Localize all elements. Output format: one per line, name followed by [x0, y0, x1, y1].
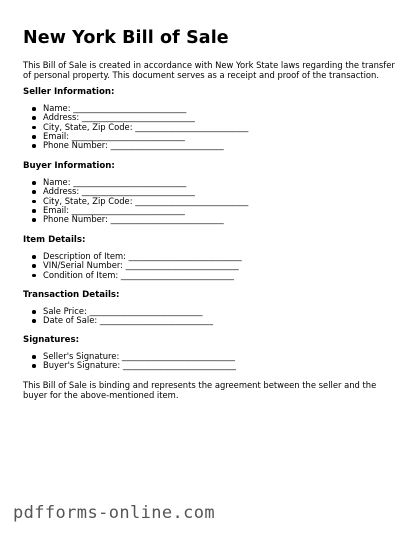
section-title-transaction: Transaction Details: — [23, 290, 120, 300]
field-buyer-phone: Phone Number: ___________________________ — [31, 215, 248, 224]
section-title-seller: Seller Information: — [23, 87, 115, 97]
seller-fields-list — [31, 104, 248, 150]
field-sale-price: Sale Price: ___________________________ — [31, 307, 213, 316]
section-title-item: Item Details: — [23, 235, 86, 245]
field-item-vin: VIN/Serial Number: ___________________________ — [31, 261, 242, 270]
field-item-condition: Condition of Item: ___________________________ — [31, 271, 242, 280]
section-title-signatures: Signatures: — [23, 335, 80, 345]
field-seller-phone: Phone Number: ___________________________ — [31, 141, 248, 150]
field-sale-date: Date of Sale: ___________________________ — [31, 316, 213, 325]
closing-paragraph: This Bill of Sale is binding and represents the agreement between the seller and the buyer for the above-mentioned item. — [23, 380, 377, 401]
field-seller-name: Name: ___________________________ — [31, 104, 248, 113]
field-seller-address: Address: ___________________________ — [31, 113, 248, 122]
field-buyer-city-state-zip: City, State, Zip Code: ___________________________ — [31, 197, 248, 206]
field-buyer-email: Email: ___________________________ — [31, 206, 248, 215]
field-seller-signature: Seller's Signature: ___________________________ — [31, 352, 236, 361]
document-title: New York Bill of Sale — [23, 28, 229, 48]
field-seller-city-state-zip: City, State, Zip Code: ___________________________ — [31, 123, 248, 132]
intro-paragraph: This Bill of Sale is created in accordance with New York State laws regarding the transfer of personal property. This document serves as a receipt and proof of the transaction. — [23, 60, 395, 81]
field-buyer-address: Address: ___________________________ — [31, 187, 248, 196]
signature-fields-list — [31, 352, 236, 371]
buyer-fields-list — [31, 178, 248, 224]
watermark-text: pdfforms-online.com — [13, 503, 216, 523]
field-item-description: Description of Item: ___________________________ — [31, 252, 242, 261]
field-seller-email: Email: ___________________________ — [31, 132, 248, 141]
field-buyer-signature: Buyer's Signature: ___________________________ — [31, 361, 236, 370]
transaction-fields-list — [31, 307, 213, 326]
field-buyer-name: Name: ___________________________ — [31, 178, 248, 187]
item-fields-list — [31, 252, 242, 280]
section-title-buyer: Buyer Information: — [23, 161, 115, 171]
